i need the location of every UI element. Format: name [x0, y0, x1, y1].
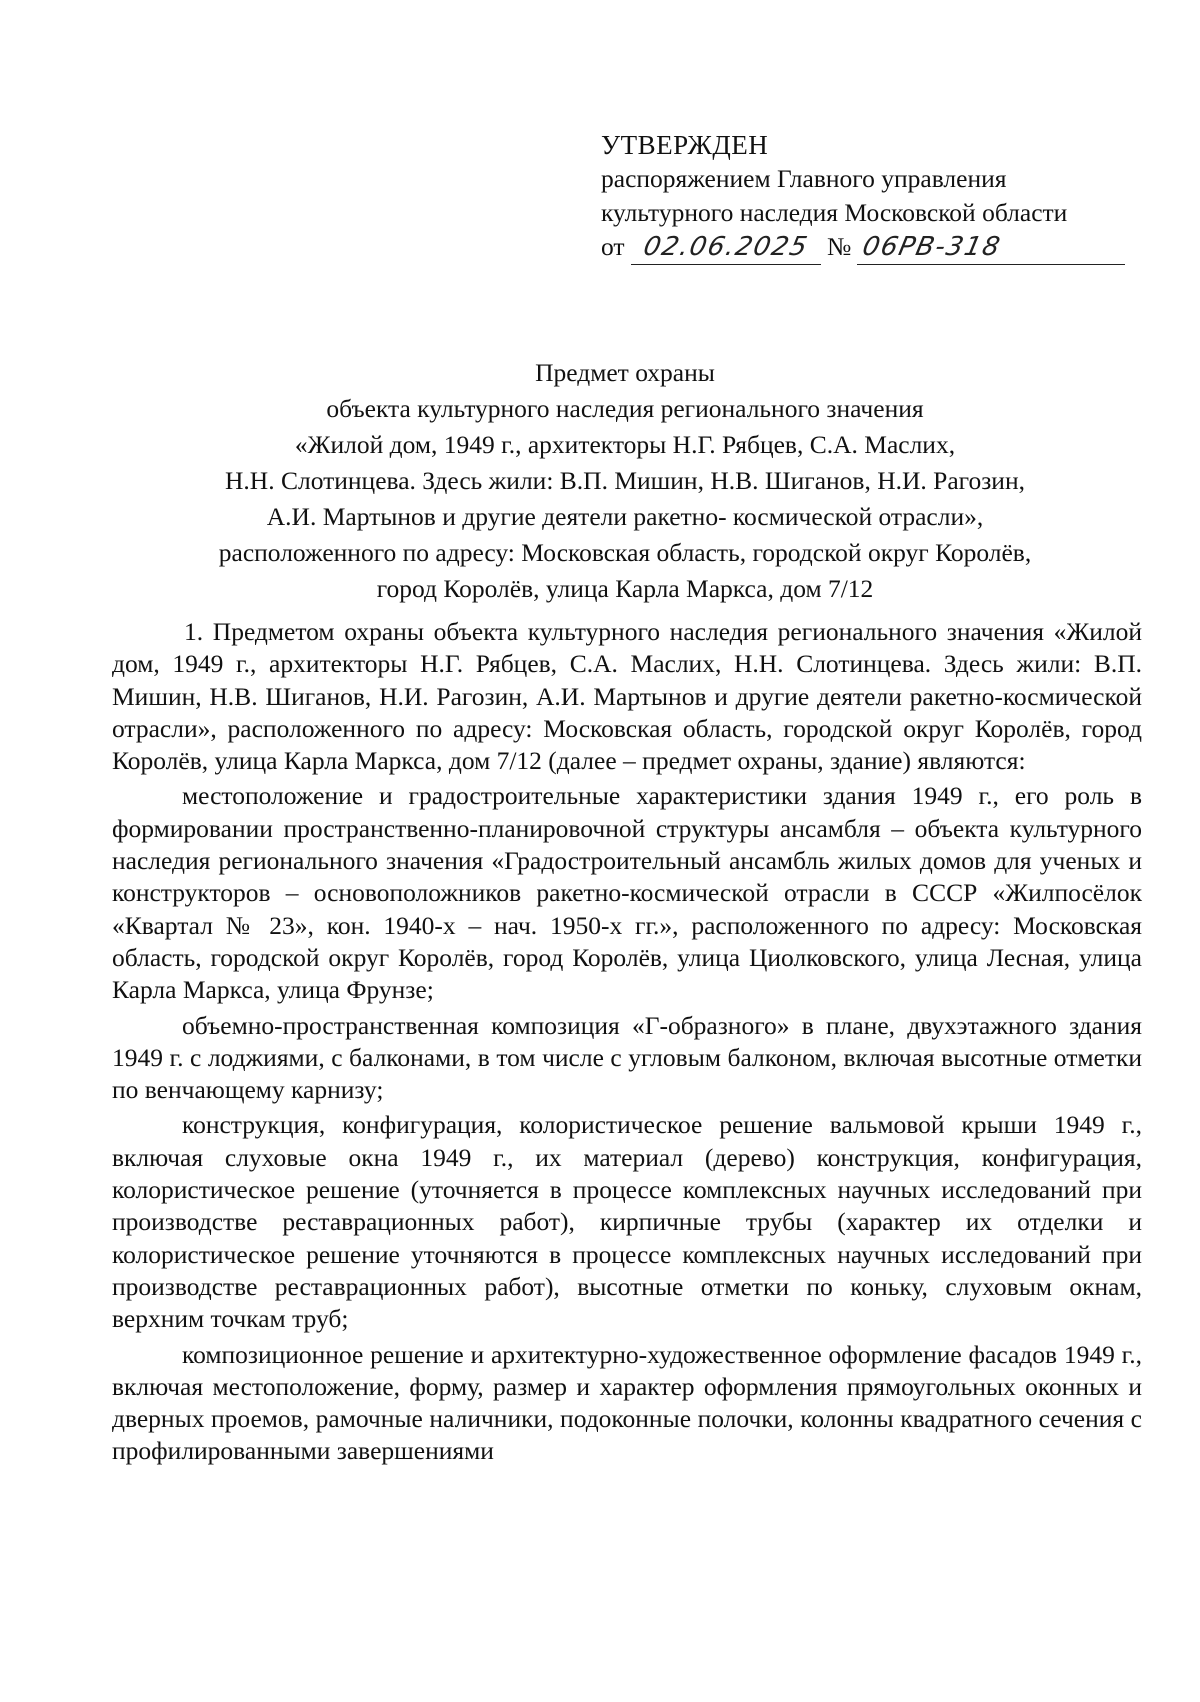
- approval-title: УТВЕРЖДЕН: [601, 130, 769, 160]
- approval-date-number: [601, 230, 1121, 265]
- document-heading: [160, 355, 1090, 607]
- heading-line-1: Предмет охраны: [535, 358, 715, 387]
- paragraph-2: местоположение и градостроительные характеристики здания 1949 г., его роль в формировании пространственно-планировочной структуры ансамбля – объекта культурного наследия регионального значения «Градостроительный ансамбль жилых домов для ученых и конструкторов – основоположников ракетно-космической отрасли в СССР «Жилпосёлок «Квартал № 23», кон. 1940-х – нач. 1950-х гг.», расположенного по адресу: Московская область, городской округ Королёв, город Королёв, улица Циолковского, улица Лесная, улица Карла Маркса, улица Фрунзе;: [112, 781, 1142, 1005]
- heading-line-7: город Королёв, улица Карла Маркса, дом 7/12: [376, 574, 874, 603]
- handwritten-number: 06РВ-318: [860, 232, 1005, 262]
- paragraph-3: объемно-пространственная композиция «Г-образного» в плане, двухэтажного здания 1949 г. с лоджиями, с балконами, в том числе с угловым балконом, включая высотные отметки по венчающему карнизу;: [112, 1010, 1142, 1105]
- heading-line-4: Н.Н. Слотинцева. Здесь жили: В.П. Мишин, Н.В. Шиганов, Н.И. Рагозин,: [225, 466, 1025, 495]
- heading-line-2: объекта культурного наследия регионального значения: [326, 394, 924, 423]
- date-field: [631, 230, 821, 265]
- approval-block: [601, 128, 1121, 265]
- heading-line-5: А.И. Мартынов и другие деятели ракетно- космической отрасли»,: [266, 502, 984, 531]
- number-field: [857, 230, 1125, 265]
- handwritten-date: 02.06.2025: [640, 232, 811, 262]
- paragraph-5: композиционное решение и архитектурно-художественное оформление фасадов 1949 г., включая местоположение, форму, размер и характер оформления прямоугольных оконных и дверных проемов, рамочные наличники, подоконные полочки, колонны квадратного сечения с профилированными завершениями: [112, 1339, 1142, 1466]
- heading-line-6: расположенного по адресу: Московская область, городской округ Королёв,: [218, 538, 1032, 567]
- number-label: №: [826, 232, 852, 261]
- heading-line-3: «Жилой дом, 1949 г., архитекторы Н.Г. Рябцев, С.А. Маслих,: [294, 430, 956, 459]
- paragraph-1: 1. Предметом охраны объекта культурного наследия регионального значения «Жилой дом, 1949 г., архитекторы Н.Г. Рябцев, С.А. Маслих, Н.Н. Слотинцева. Здесь жили: В.П. Мишин, Н.В. Шиганов, Н.И. Рагозин, А.И. Мартынов и другие деятели ракетно-космической отрасли», расположенного по адресу: Московская область, городской округ Королёв, город Королёв, улица Карла Маркса, дом 7/12 (далее – предмет охраны, здание) являются:: [112, 617, 1142, 776]
- approval-line-2: культурного наследия Московской области: [601, 198, 1068, 227]
- approval-line-1: распоряжением Главного управления: [601, 164, 1007, 193]
- from-label: от: [601, 232, 625, 261]
- document-body: [112, 616, 1142, 1468]
- paragraph-4: конструкция, конфигурация, колористическое решение вальмовой крыши 1949 г., включая слуховые окна 1949 г., их материал (дерево) конструкция, конфигурация, колористическое решение (уточняется в процессе комплексных научных исследований при производстве реставрационных работ), кирпичные трубы (характер их отделки и колористическое решение уточняются в процессе комплексных научных исследований при производстве реставрационных работ), высотные отметки по коньку, слуховым окнам, верхним точкам труб;: [112, 1110, 1142, 1334]
